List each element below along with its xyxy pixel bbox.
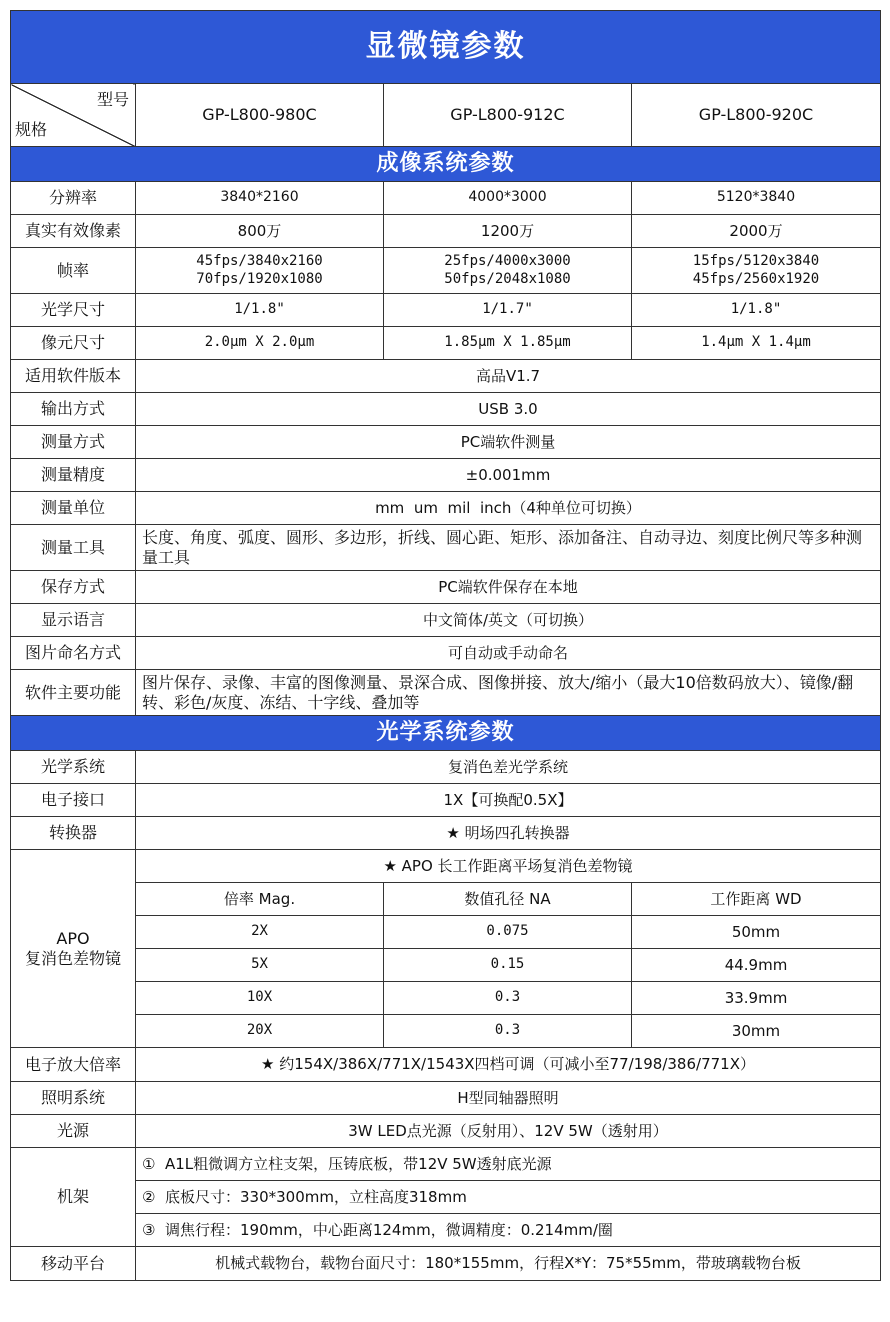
row-label: 光源 xyxy=(11,1115,136,1148)
spec-value: 可自动或手动命名 xyxy=(136,637,881,670)
row-label: 真实有效像素 xyxy=(11,215,136,248)
objective-cell: 10X xyxy=(136,982,384,1015)
table-row xyxy=(11,982,881,1015)
objective-cell: 0.3 xyxy=(384,1015,632,1048)
row-label: 图片命名方式 xyxy=(11,637,136,670)
spec-value: ★ 约154X/386X/771X/1543X四档可调（可减小至77/198/386/771X） xyxy=(136,1048,881,1082)
spec-value: 45fps/3840x2160 xyxy=(196,253,323,269)
table-row xyxy=(11,1015,881,1048)
spec-value: PC端软件测量 xyxy=(136,426,881,459)
objective-label xyxy=(11,850,136,1048)
page-title: 显微镜参数 xyxy=(11,11,881,84)
spec-value: 中文简体/英文（可切换） xyxy=(136,604,881,637)
row-label: 测量精度 xyxy=(11,459,136,492)
model-name: GP-L800-980C xyxy=(136,84,384,147)
row-label: 电子放大倍率 xyxy=(11,1048,136,1082)
spec-value: 机械式载物台，载物台面尺寸：180*155mm，行程X*Y：75*55mm，带玻璃载物台板 xyxy=(136,1247,881,1281)
spec-value: ★ 明场四孔转换器 xyxy=(136,817,881,850)
spec-value: 2000万 xyxy=(632,215,881,248)
spec-value: 高品V1.7 xyxy=(136,360,881,393)
row-label: 输出方式 xyxy=(11,393,136,426)
spec-value: 复消色差光学系统 xyxy=(136,751,881,784)
spec-value: 1X【可换配0.5X】 xyxy=(136,784,881,817)
spec-value: 4000*3000 xyxy=(384,182,632,215)
spec-value: 5120*3840 xyxy=(632,182,881,215)
row-label: 测量单位 xyxy=(11,492,136,525)
spec-value: 图片保存、录像、丰富的图像测量、景深合成、图像拼接、放大/缩小（最大10倍数码放大）、镜像/翻转、彩色/灰度、冻结、十字线、叠加等 xyxy=(136,670,881,716)
row-label: 电子接口 xyxy=(11,784,136,817)
objective-cell: 0.3 xyxy=(384,982,632,1015)
objective-column-header: 数值孔径 NA xyxy=(384,883,632,916)
objective-cell: 50mm xyxy=(632,916,881,949)
spec-value: ±0.001mm xyxy=(136,459,881,492)
spec-value: 45fps/2560x1920 xyxy=(692,270,820,287)
spec-value: mm um mil inch（4种单位可切换） xyxy=(136,492,881,525)
row-label: 照明系统 xyxy=(11,1082,136,1115)
section-title-optics: 光学系统参数 xyxy=(11,716,881,751)
spec-value: H型同轴器照明 xyxy=(136,1082,881,1115)
stand-item: ③ 调焦行程：190mm，中心距离124mm，微调精度：0.214mm/圈 xyxy=(136,1214,881,1247)
section-title-imaging: 成像系统参数 xyxy=(11,147,881,182)
row-label: 测量方式 xyxy=(11,426,136,459)
objective-cell: 44.9mm xyxy=(632,949,881,982)
spec-value: 1/1.8" xyxy=(632,294,881,327)
table-row xyxy=(11,916,881,949)
objective-title: ★ APO 长工作距离平场复消色差物镜 xyxy=(136,850,881,883)
spec-label: 规格 xyxy=(15,120,48,139)
header-diagonal-cell xyxy=(11,84,136,147)
objective-column-header: 工作距离 WD xyxy=(632,883,881,916)
objective-column-header: 倍率 Mag. xyxy=(136,883,384,916)
objective-cell: 20X xyxy=(136,1015,384,1048)
spec-value: 3W LED点光源（反射用）、12V 5W（透射用） xyxy=(136,1115,881,1148)
spec-value: 70fps/1920x1080 xyxy=(196,270,323,287)
row-label: 光学尺寸 xyxy=(11,294,136,327)
stand-item: ① A1L粗微调方立柱支架，压铸底板，带12V 5W透射底光源 xyxy=(136,1148,881,1181)
row-label: 适用软件版本 xyxy=(11,360,136,393)
spec-value: 25fps/4000x3000 xyxy=(444,253,571,269)
table-row xyxy=(11,949,881,982)
row-label: 显示语言 xyxy=(11,604,136,637)
row-label: 机架 xyxy=(11,1148,136,1247)
row-label: 移动平台 xyxy=(11,1247,136,1281)
model-name: GP-L800-912C xyxy=(384,84,632,147)
spec-value: 800万 xyxy=(136,215,384,248)
model-label: 型号 xyxy=(96,90,129,109)
row-label: 分辨率 xyxy=(11,182,136,215)
spec-value: PC端软件保存在本地 xyxy=(136,571,881,604)
spec-value: USB 3.0 xyxy=(136,393,881,426)
row-label: 保存方式 xyxy=(11,571,136,604)
objective-cell: 33.9mm xyxy=(632,982,881,1015)
row-label: 像元尺寸 xyxy=(11,327,136,360)
objective-cell: 2X xyxy=(136,916,384,949)
framerate-cell xyxy=(136,248,384,294)
spec-value: 长度、角度、弧度、圆形、多边形，折线、圆心距、矩形、添加备注、自动寻边、刻度比例尺等多种测量工具 xyxy=(136,525,881,571)
framerate-cell xyxy=(632,248,881,294)
objective-label-line: APO xyxy=(56,928,90,948)
objective-cell: 5X xyxy=(136,949,384,982)
spec-value: 1/1.8" xyxy=(136,294,384,327)
spec-value: 50fps/2048x1080 xyxy=(444,270,571,287)
objective-cell: 30mm xyxy=(632,1015,881,1048)
row-label: 软件主要功能 xyxy=(11,670,136,716)
row-label: 测量工具 xyxy=(11,525,136,571)
spec-value: 1200万 xyxy=(384,215,632,248)
model-name: GP-L800-920C xyxy=(632,84,881,147)
spec-value: 1/1.7" xyxy=(384,294,632,327)
spec-value: 1.85μm X 1.85μm xyxy=(384,327,632,360)
objective-cell: 0.15 xyxy=(384,949,632,982)
objective-cell: 0.075 xyxy=(384,916,632,949)
spec-value: 3840*2160 xyxy=(136,182,384,215)
spec-value: 15fps/5120x3840 xyxy=(692,253,820,269)
row-label: 帧率 xyxy=(11,248,136,294)
row-label: 光学系统 xyxy=(11,751,136,784)
spec-value: 2.0μm X 2.0μm xyxy=(136,327,384,360)
framerate-cell xyxy=(384,248,632,294)
spec-table xyxy=(10,10,881,1281)
row-label: 转换器 xyxy=(11,817,136,850)
objective-label-line: 复消色差物镜 xyxy=(24,948,121,968)
stand-item: ② 底板尺寸：330*300mm，立柱高度318mm xyxy=(136,1181,881,1214)
spec-value: 1.4μm X 1.4μm xyxy=(632,327,881,360)
